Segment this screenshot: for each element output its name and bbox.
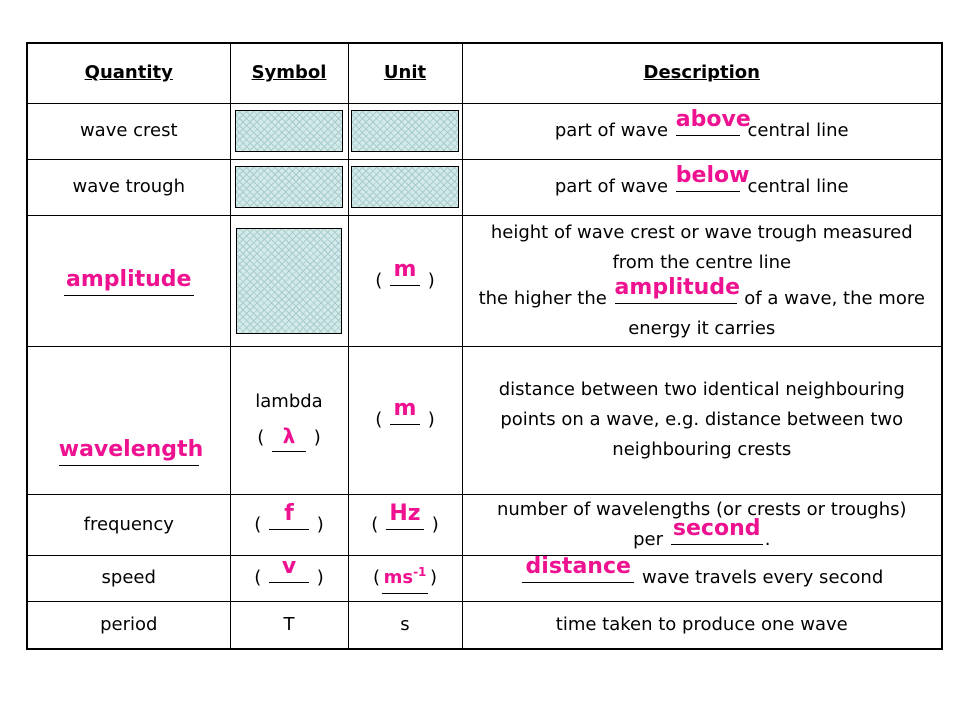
answer-blank[interactable]: above <box>675 107 751 132</box>
answer-blank[interactable]: Hz <box>386 502 424 526</box>
table-row-wave-crest <box>27 103 942 159</box>
answer-blank[interactable]: m <box>390 397 420 421</box>
description-cell: distance wave travels every second <box>462 555 942 601</box>
symbol-cell: ( f ) <box>230 494 348 555</box>
description-cell: number of wavelengths (or crests or troughs) per second . <box>462 494 942 555</box>
answer-blank[interactable]: amplitude <box>614 274 740 300</box>
hatched-blank-symbol <box>236 228 342 334</box>
symbol-cell: lambda ( λ ) <box>230 346 348 494</box>
table-row-wavelength <box>27 346 942 494</box>
quantity-cell: period <box>27 601 230 649</box>
symbol-cell: ( v ) <box>230 555 348 601</box>
hatched-blank-symbol <box>235 166 343 208</box>
header-row <box>27 43 942 103</box>
quantity-cell: wave crest <box>27 103 230 159</box>
answer-blank[interactable]: distance <box>522 555 634 579</box>
answer-blank[interactable]: wavelength <box>58 436 204 462</box>
description-cell: part of wave below central line <box>462 159 942 215</box>
answer-blank[interactable]: f <box>269 502 309 526</box>
answer-blank[interactable]: second <box>671 517 763 541</box>
header-symbol: Symbol <box>230 43 348 103</box>
header-quantity: Quantity <box>27 43 230 103</box>
unit-cell: ( $ms^{-1}$ ) <box>348 555 462 601</box>
answer-blank[interactable]: below <box>675 163 750 188</box>
hatched-blank-symbol <box>235 110 343 152</box>
description-cell: part of wave above central line <box>462 103 942 159</box>
table-row-frequency <box>27 494 942 555</box>
symbol-cell: T <box>230 601 348 649</box>
wave-quantities-table <box>26 42 943 650</box>
answer-blank[interactable]: m <box>390 258 420 282</box>
quantity-cell: frequency <box>27 494 230 555</box>
hatched-blank-unit <box>351 110 459 152</box>
hatched-blank-unit <box>351 166 459 208</box>
description-cell: time taken to produce one wave <box>462 601 942 649</box>
unit-cell: s <box>348 601 462 649</box>
description-cell: distance between two identical neighbouring points on a wave, e.g. distance between two neighbouring crests <box>462 346 942 494</box>
header-unit: Unit <box>348 43 462 103</box>
table-row-wave-trough <box>27 159 942 215</box>
answer-blank[interactable]: v <box>269 555 309 579</box>
table-row-period <box>27 601 942 649</box>
table-row-speed <box>27 555 942 601</box>
unit-cell: ( m ) <box>348 215 462 346</box>
unit-cell: ( m ) <box>348 346 462 494</box>
unit-cell: ( Hz ) <box>348 494 462 555</box>
table-row-amplitude <box>27 215 942 346</box>
quantity-cell: speed <box>27 555 230 601</box>
header-description: Description <box>462 43 942 103</box>
description-cell: height of wave crest or wave trough measured from the centre line the higher the amplitude of a wave, the more energy it carries <box>462 215 942 346</box>
quantity-cell: wave trough <box>27 159 230 215</box>
answer-blank[interactable]: amplitude <box>64 268 194 292</box>
answer-blank[interactable]: λ <box>272 424 306 448</box>
answer-blank[interactable]: $ms^{-1}$ <box>383 565 427 588</box>
